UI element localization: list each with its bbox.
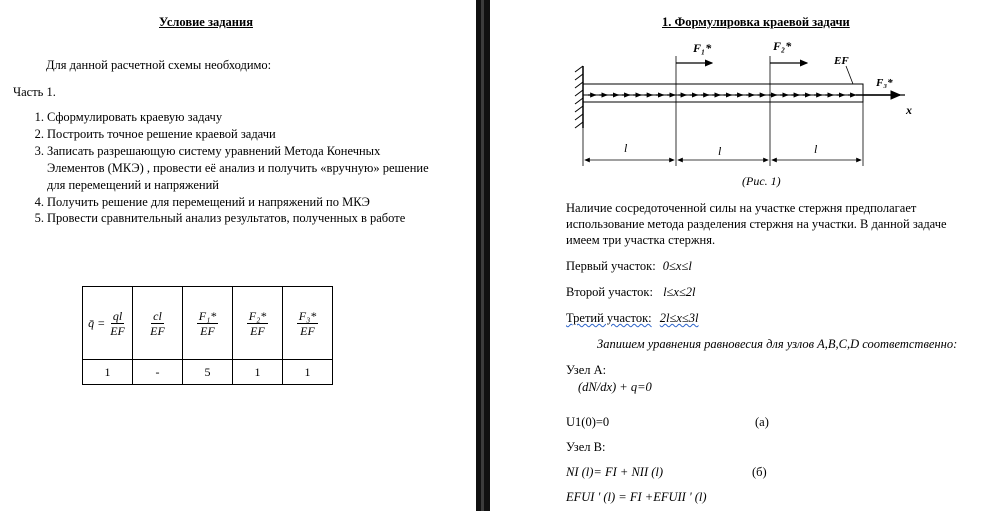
left-page: Условие задания Для данной расчетной схемы необходимо: Часть 1. 1. Сформулировать краевую задачу 2. Построить точное решение краевой задачи 3. Записать разрешающую систему уравнений Метода Конечных Элементов (МКЭ) , провести её анализ и получить «вручную» решение для перемещений и напряжений 4. Получить решение для перемещений и напряжений по МКЭ 5. Провести сравнительный анализ результатов, полученных в работе q̄ = $\frac{ql}{EF}$ $\frac{cl}{EF}$ $\frac{\text{F₁*}}{EF}$ $\frac{\text{F₂*}}{EF}$ $\frac{\text{F₃*}}{EF}$ 1 - 5 1 1 — [0, 0, 476, 511]
part-label: Часть 1. — [13, 85, 56, 99]
dimension-label: l — [814, 142, 818, 156]
x-axis-label: x — [906, 103, 912, 117]
node-a-label: Узел А: — [566, 363, 607, 377]
intro-text: Для данной расчетной схемы необходимо: — [46, 58, 272, 72]
section-1: Первый участок: 0≤x≤l — [566, 259, 692, 273]
force-f1-label: F₁* — [693, 41, 712, 55]
table-cell: 1 — [83, 360, 133, 385]
table-header-cell: $\frac{cl}{EF}$ — [133, 287, 183, 360]
left-title: Условие задания — [159, 15, 253, 29]
boundary-condition-1: U1(0)=0 — [566, 415, 610, 429]
table-cell: 5 — [183, 360, 233, 385]
table-header-cell: $\frac{\text{F₁*}}{EF}$ — [183, 287, 233, 360]
ef-leader — [846, 66, 853, 84]
figure-caption: (Рис. 1) — [742, 174, 781, 188]
table-cell: - — [133, 360, 183, 385]
equation-2: NI (l)= FI + NII (l) — [566, 465, 664, 479]
equation-tag-a: (а) — [755, 415, 769, 429]
dimension-label: l — [718, 144, 722, 158]
right-page — [490, 0, 1000, 511]
beam-diagram — [560, 36, 940, 196]
table-cell: 1 — [233, 360, 283, 385]
paragraph-line: использование метода разделения стержня на участки. В данной задаче — [566, 217, 947, 231]
table-header-cell: $\frac{\text{F₃*}}{EF}$ — [283, 287, 333, 360]
equation-3: EFUI ' (l) = FI +EFUII ' (l) — [566, 490, 707, 504]
section-3: Третий участок: 2l≤x≤3l — [566, 311, 699, 325]
table-row — [83, 360, 333, 385]
ef-label: EF — [834, 55, 849, 67]
equation-1: (dN/dx) + q=0 — [578, 380, 652, 394]
table-cell: 1 — [283, 360, 333, 385]
dimension-label: l — [624, 141, 628, 155]
page-divider — [476, 0, 490, 511]
section-2: Второй участок: l≤x≤2l — [566, 285, 696, 299]
force-f2-label: F₂* — [773, 39, 792, 53]
paragraph-line: Наличие сосредоточенной силы на участке стержня предполагает — [566, 201, 917, 215]
equilibrium-intro: Запишем уравнения равновесия для узлов A,B,C,D соответственно: — [597, 337, 958, 351]
node-b-label: Узел B: — [566, 440, 606, 454]
force-f3-label: F₃* — [876, 77, 893, 89]
table-header-cell: $\frac{\text{F₂*}}{EF}$ — [233, 287, 283, 360]
wall-support — [575, 66, 583, 128]
paragraph-line: имеем три участка стержня. — [566, 233, 716, 247]
beam — [583, 84, 863, 102]
table-header-row — [83, 287, 333, 360]
table-header-cell: q̄ = $\frac{ql}{EF}$ — [83, 287, 133, 360]
right-title: 1. Формулировка краевой задачи — [662, 15, 850, 29]
parameters-table — [82, 286, 333, 385]
equation-tag-b: (б) — [752, 465, 767, 479]
